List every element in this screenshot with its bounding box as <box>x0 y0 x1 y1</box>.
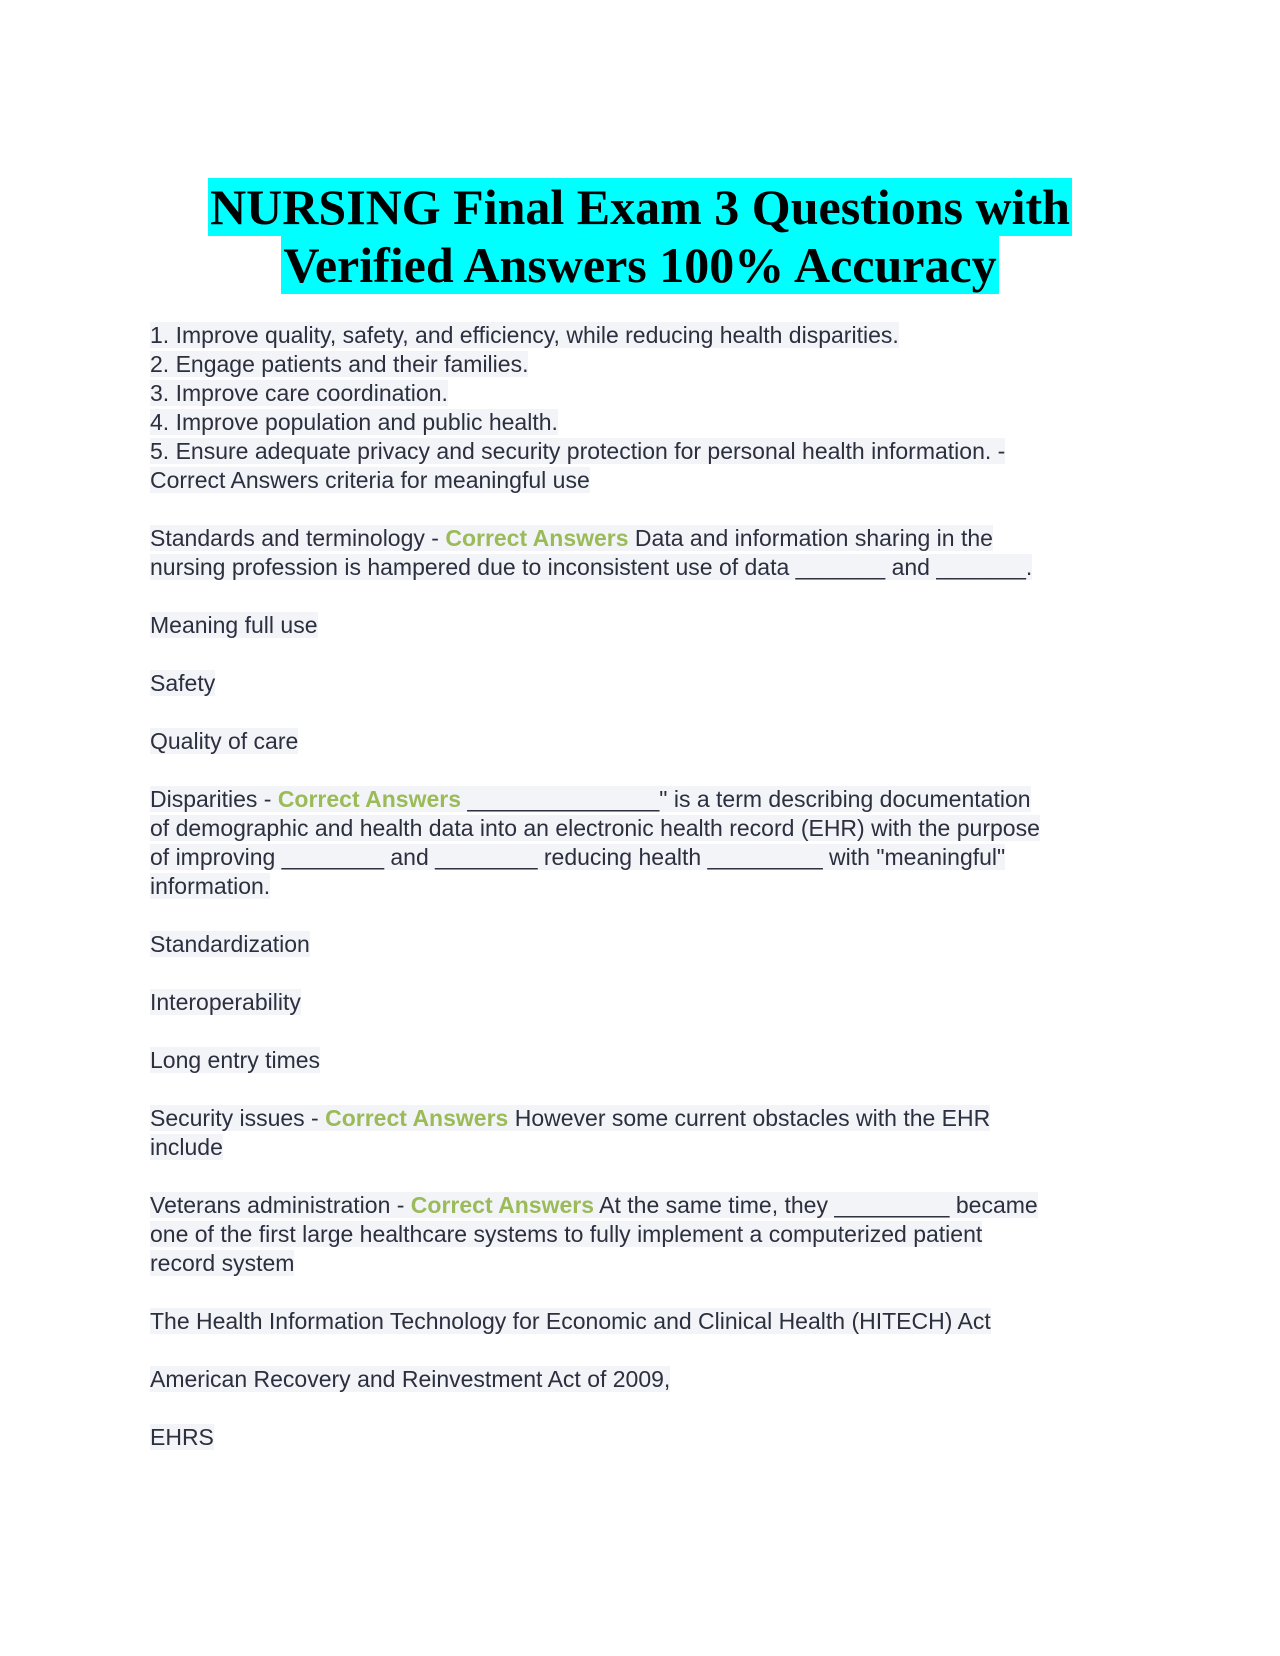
plain-line: Meaning full use <box>150 612 318 638</box>
correct-answers-label: Correct Answers <box>445 525 629 551</box>
plain-line: Interoperability <box>150 989 301 1015</box>
correct-answers-label: Correct Answers <box>277 786 462 812</box>
qa-block-3 <box>150 1104 1140 1162</box>
question-text: include <box>150 1134 223 1160</box>
question-text: However some current obstacles with the EHR <box>508 1105 991 1131</box>
list-answer: Correct Answers criteria for meaningful use <box>150 467 590 493</box>
answer-text: Security issues - <box>150 1105 326 1131</box>
correct-answers-label: Correct Answers <box>410 1192 595 1218</box>
title-line-1: NURSING Final Exam 3 Questions with <box>210 179 1070 235</box>
answer-text: Standards and terminology - <box>150 525 446 551</box>
list-item: 3. Improve care coordination. <box>150 380 448 406</box>
question-text: one of the first large healthcare systems to fully implement a computerized patient <box>150 1221 983 1247</box>
question-text: of demographic and health data into an electronic health record (EHR) with the purpose <box>150 815 1040 841</box>
qa-block-4 <box>150 1191 1140 1278</box>
list-item: 1. Improve quality, safety, and efficiency, while reducing health disparities. <box>150 322 899 348</box>
correct-answers-label: Correct Answers <box>325 1105 509 1131</box>
plain-line: Safety <box>150 670 216 696</box>
plain-line: Long entry times <box>150 1047 321 1073</box>
question-text: _______________" is a term describing documentation <box>461 786 1031 812</box>
question-text: of improving ________ and ________ reducing health _________ with "meaningful" <box>150 844 1006 870</box>
question-text: information. <box>150 873 271 899</box>
question-text: nursing profession is hampered due to inconsistent use of data _______ and _______. <box>150 554 1033 580</box>
list-item: 5. Ensure adequate privacy and security protection for personal health information. - <box>150 438 1006 464</box>
document-title <box>0 178 1280 294</box>
question-text: At the same time, they _________ became <box>594 1192 1038 1218</box>
question-text: record system <box>150 1250 295 1276</box>
answer-text: Disparities - <box>150 786 278 812</box>
qa-block-2 <box>150 785 1140 901</box>
plain-line: EHRS <box>150 1424 214 1450</box>
list-item: 2. Engage patients and their families. <box>150 351 529 377</box>
list-block <box>150 321 1140 495</box>
document-body <box>150 321 1140 1452</box>
question-text: Data and information sharing in the <box>628 525 993 551</box>
plain-line: Quality of care <box>150 728 299 754</box>
plain-line: The Health Information Technology for Economic and Clinical Health (HITECH) Act <box>150 1308 991 1334</box>
list-item: 4. Improve population and public health. <box>150 409 558 435</box>
answer-text: Veterans administration - <box>150 1192 411 1218</box>
plain-line: American Recovery and Reinvestment Act of 2009, <box>150 1366 671 1392</box>
plain-line: Standardization <box>150 931 310 957</box>
title-line-2: Verified Answers 100% Accuracy <box>283 237 997 293</box>
qa-block-1 <box>150 524 1140 582</box>
